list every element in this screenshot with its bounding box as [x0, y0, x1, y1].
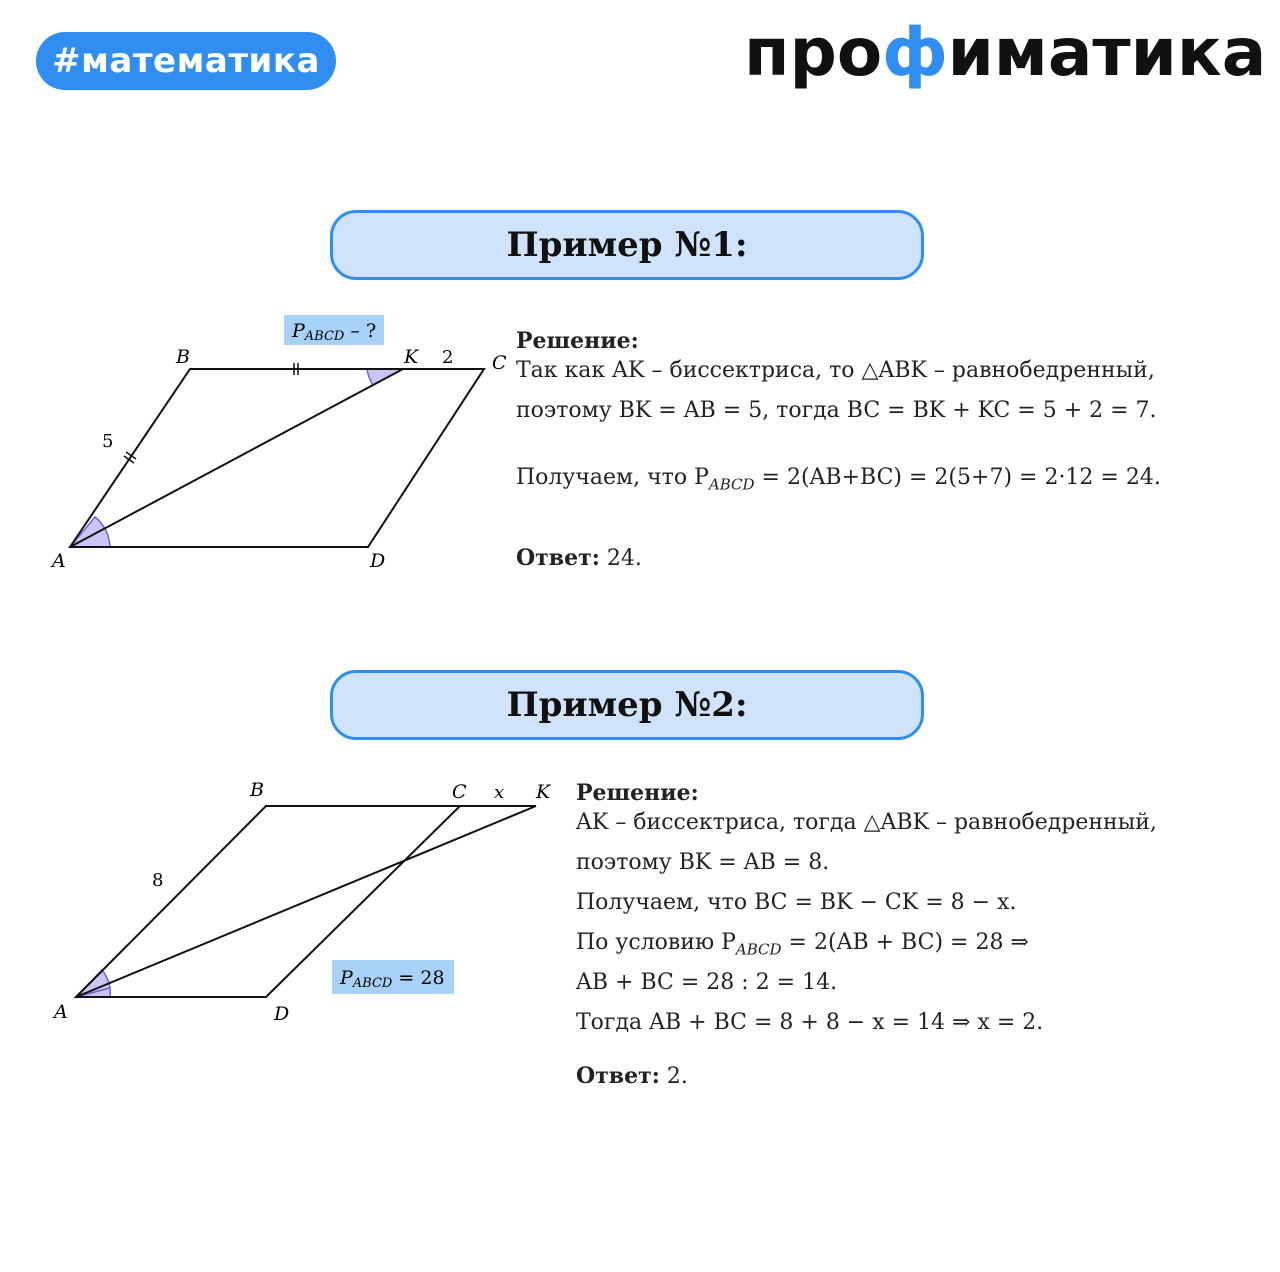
parallelogram-abcd	[70, 369, 484, 547]
side-ab-length: 8	[152, 870, 164, 891]
solution-2-line-1: AK – биссектриса, тогда △ABK – равнобедренный,	[576, 810, 1157, 835]
example-2-solution	[576, 780, 1266, 1100]
side-ab-length: 5	[102, 431, 114, 452]
example-1-diagram	[40, 305, 520, 585]
segment-ck-label: x	[494, 782, 505, 803]
vertex-d-label: D	[274, 1003, 290, 1025]
logo-part-2: иматика	[947, 14, 1267, 91]
bisector-ak	[76, 806, 536, 997]
example-2-title: Пример №2:	[330, 670, 924, 740]
vertex-c-label: C	[452, 781, 467, 803]
perimeter-given-text: PABCD = 28	[340, 967, 445, 991]
solution-2-heading: Решение:	[576, 780, 699, 806]
solution-2-line-3: Получаем, что BC = BK − CK = 8 − x.	[576, 890, 1017, 915]
bisector-ak	[70, 369, 403, 547]
example-1-title: Пример №1:	[330, 210, 924, 280]
brand-logo	[744, 14, 1267, 104]
solution-2-line-4: По условию $P_{ABCD} = 2(AB + BC) = 28$ ⇒	[576, 930, 1029, 959]
logo-part-1: про	[744, 14, 883, 91]
vertex-c-label: C	[492, 352, 507, 374]
example-1-solution	[516, 328, 1256, 588]
example-2-diagram	[40, 770, 560, 1040]
side-kc-length: 2	[442, 347, 454, 368]
vertex-b-label: B	[250, 779, 264, 801]
solution-1-line-3: Получаем, что $P_{ABCD} = 2(AB+BC) = 2(5+7) = 2\cdot 12 = 24$.	[516, 465, 1161, 494]
solution-1-line-1: Так как AK – биссектриса, то △ABK – равнобедренный,	[516, 358, 1155, 383]
solution-1-line-2: поэтому BK = AB = 5, тогда BC = BK + KC = 5 + 2 = 7.	[516, 398, 1157, 423]
perimeter-question-text: PABCD – ?	[292, 320, 377, 344]
vertex-b-label: B	[176, 346, 190, 368]
solution-2-line-6: Тогда AB + BC = 8 + 8 − x = 14 ⇒ x = 2.	[576, 1010, 1044, 1035]
hashtag-badge: #математика	[36, 32, 336, 90]
logo-phi: ф	[882, 14, 948, 91]
vertex-d-label: D	[370, 550, 386, 572]
vertex-a-label: A	[54, 1001, 68, 1023]
vertex-a-label: A	[52, 550, 66, 572]
point-k-label: K	[404, 346, 419, 368]
solution-2-line-2: поэтому BK = AB = 8.	[576, 850, 830, 875]
solution-1-heading: Решение:	[516, 328, 639, 354]
point-k-label: K	[536, 781, 551, 803]
angle-mark-a	[70, 517, 110, 547]
solution-2-line-5: AB + BC = 28 : 2 = 14.	[576, 970, 838, 995]
solution-2-answer: Ответ: 2.	[576, 1063, 688, 1089]
solution-1-answer: Ответ: 24.	[516, 545, 642, 571]
